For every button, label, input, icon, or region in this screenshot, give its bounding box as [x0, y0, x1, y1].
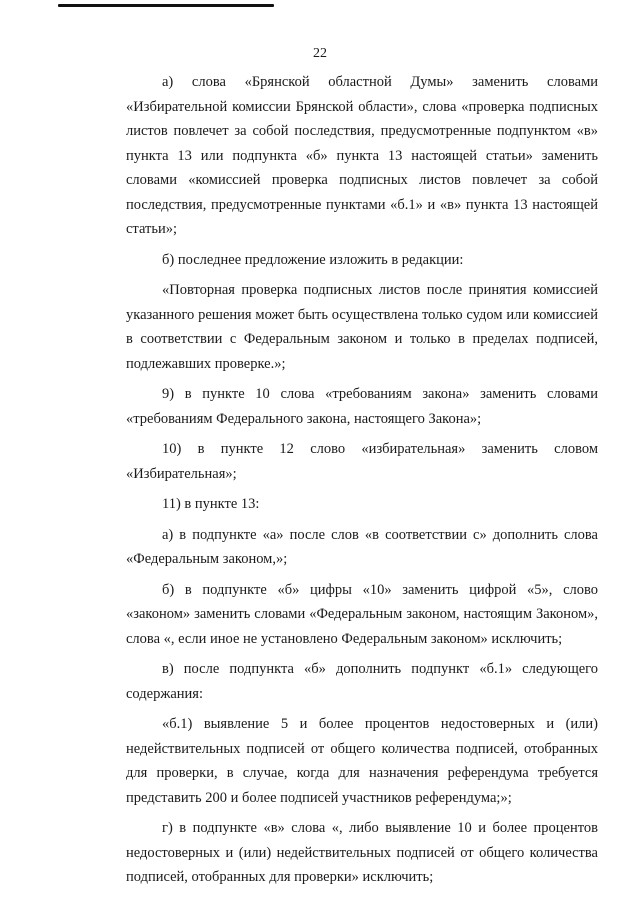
- paragraph-11-v: в) после подпункта «б» дополнить подпункт «б.1» следующего содержания:: [126, 661, 598, 702]
- paragraph-a-replace-words: а) слова «Брянской областной Думы» заменить словами «Избирательной комиссии Брянской области», слова «проверка подписных листов повлечет за собой последствия, предусмотренные подпунктом «в» пункта 13 или подпункта «б» пункта 13 настоящей статьи» заменить словами «комиссией проверка подписных листов повлечет за собой последствия, предусмотренные пунктами «б.1» и «в» пункта 13 настоящей статьи»;: [126, 74, 598, 237]
- page-number: 22: [313, 46, 327, 61]
- paragraph-b1-content: «б.1) выявление 5 и более процентов недостоверных и (или) недействительных подписей от общего количества подписей, отобранных для проверки, в случае, когда для назначения референдума требуется представить 200 и более подписей участников референдума;»;: [126, 716, 598, 806]
- paragraph-11-b: б) в подпункте «б» цифры «10» заменить цифрой «5», слово «законом» заменить словами «Федеральным законом, настоящим Законом», слова «, если иное не установлено Федеральным законом» исключить;: [126, 581, 598, 647]
- paragraph-item-10: 10) в пункте 12 слово «избирательная» заменить словом «Избирательная»;: [126, 441, 598, 482]
- paragraph-item-9: 9) в пункте 10 слова «требованиям закона» заменить словами «требованиям Федерального закона, настоящего Закона»;: [126, 386, 598, 427]
- paragraph-repeat-check: «Повторная проверка подписных листов после принятия комиссией указанного решения может быть осуществлена только судом или комиссией в соответствии с Федеральным законом и только в пределах подписей, подлежавших проверке.»;: [126, 282, 598, 372]
- paragraph-11-g: г) в подпункте «в» слова «, либо выявление 10 и более процентов недостоверных и (или) недействительных подписей от общего количества подписей, отобранных для проверки» исключить;: [126, 820, 598, 885]
- paragraph-11-a: а) в подпункте «а» после слов «в соответствии с» дополнить слова «Федеральным законом,»;: [126, 526, 598, 567]
- paragraph-b-last-sentence: б) последнее предложение изложить в редакции:: [162, 251, 464, 268]
- paragraph-item-11: 11) в пункте 13:: [162, 496, 260, 512]
- scan-artifact-line: [58, 4, 274, 7]
- document-body: [126, 70, 598, 890]
